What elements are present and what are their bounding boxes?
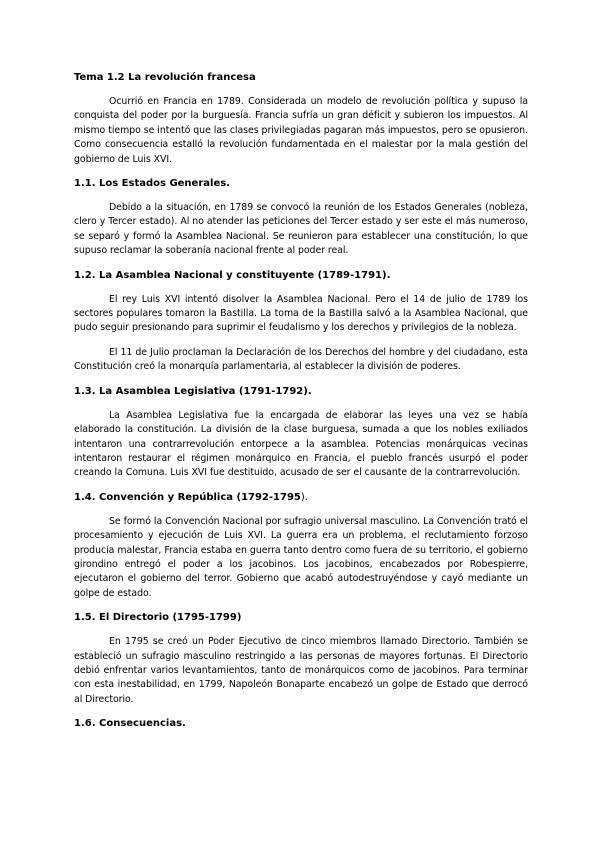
section-1-1-paragraph: Debido a la situación, en 1789 se convocó la reunión de los Estados Generales (nobleza, clero y Tercer estado). Al no atender las peticiones del Tercer estado y ser este el más numeroso, se separó y formó la Asamblea Nacional. Se reunieron para establecer una constitución, lo que supuso reclamar la soberanía nacional frente al poder real. [74, 202, 528, 257]
section-heading-1-4-tail: ). [300, 491, 308, 503]
section-heading-1-5: 1.5. El Directorio (1795-1799) [74, 612, 242, 624]
section-1-4-paragraph: Se formó la Convención Nacional por sufragio universal masculino. La Convención trató el procesamiento y ejecución de Luis XVI. La guerra era un problema, el reclutamiento forzoso producía malestar, Francia estaba en guerra tanto dentro como fuera de su territorio, el gobierno girondino entregó el poder a los jacobinos. Los jacobinos, encabezados por Robespierre, ejecutaron el gobierno del terror. Gobierno que acabó autodestruyéndose y cayó mediante un golpe de estado. [74, 515, 528, 599]
section-1-2-paragraph-2: El 11 de Julio proclaman la Declaración de los Derechos del hombre y del ciudadano, esta Constitución creó la monarquía parlamentaria, al establecer la división de poderes. [74, 346, 528, 373]
section-heading-1-2: 1.2. La Asamblea Nacional y constituyente (1789-1791). [74, 269, 391, 281]
section-heading-1-6: 1.6. Consecuencias. [74, 718, 186, 730]
section-1-2-paragraph-1: El rey Luis XVI intentó disolver la Asamblea Nacional. Pero el 14 de julio de 1789 los sectores populares tomaron la Bastilla. La toma de la Bastilla salvó a la Asamblea Nacional, que pudo seguir presionando para suprimir el feudalismo y los derechos y privilegios de la nobleza. [74, 293, 528, 334]
section-1-5-paragraph: En 1795 se creó un Poder Ejecutivo de cinco miembros llamado Directorio. También se estableció un sufragio masculino restringido a las personas de mayores fortunas. El Directorio debió enfrentar varios levantamientos, tanto de monárquicos como de jacobinos. Para terminar con esta inestabilidad, en 1799, Napoleón Bonaparte encabezó un golpe de Estado que derrocó al Directorio. [74, 636, 528, 705]
section-heading-1-1: 1.1. Los Estados Generales. [74, 178, 230, 190]
intro-paragraph: Ocurrió en Francia en 1789. Considerada un modelo de revolución política y supuso la conquista del poder por la burguesía. Francia sufría un gran déficit y subieron los impuestos. Al mismo tiempo se intentó que las clases privilegiadas pagaran más impuestos, pero se opusieron. Como consecuencia estalló la revolución fundamentada en el malestar por la mala gestión del gobierno de Luis XVI. [74, 96, 528, 165]
section-heading-1-4 [74, 491, 528, 504]
section-1-3-paragraph: La Asamblea Legislativa fue la encargada de elaborar las leyes una vez se había elaborado la constitución. La división de la clase burguesa, sumada a que los nobles exiliados intentaron una contrarrevolución entorpece a la asamblea. Potencias monárquicas vecinas intentaron restaurar el régimen monárquico en Francia, el pueblo francés usurpó el poder creando la Comuna. Luis XVI fue destituido, acusado de ser el causante de la contrarrevolución. [74, 409, 528, 479]
section-heading-1-3: 1.3. La Asamblea Legislativa (1791-1792). [74, 385, 312, 397]
section-heading-1-4-text: 1.4. Convención y República (1792-1795 [74, 491, 301, 503]
document-title: Tema 1.2 La revolución francesa [74, 72, 256, 83]
